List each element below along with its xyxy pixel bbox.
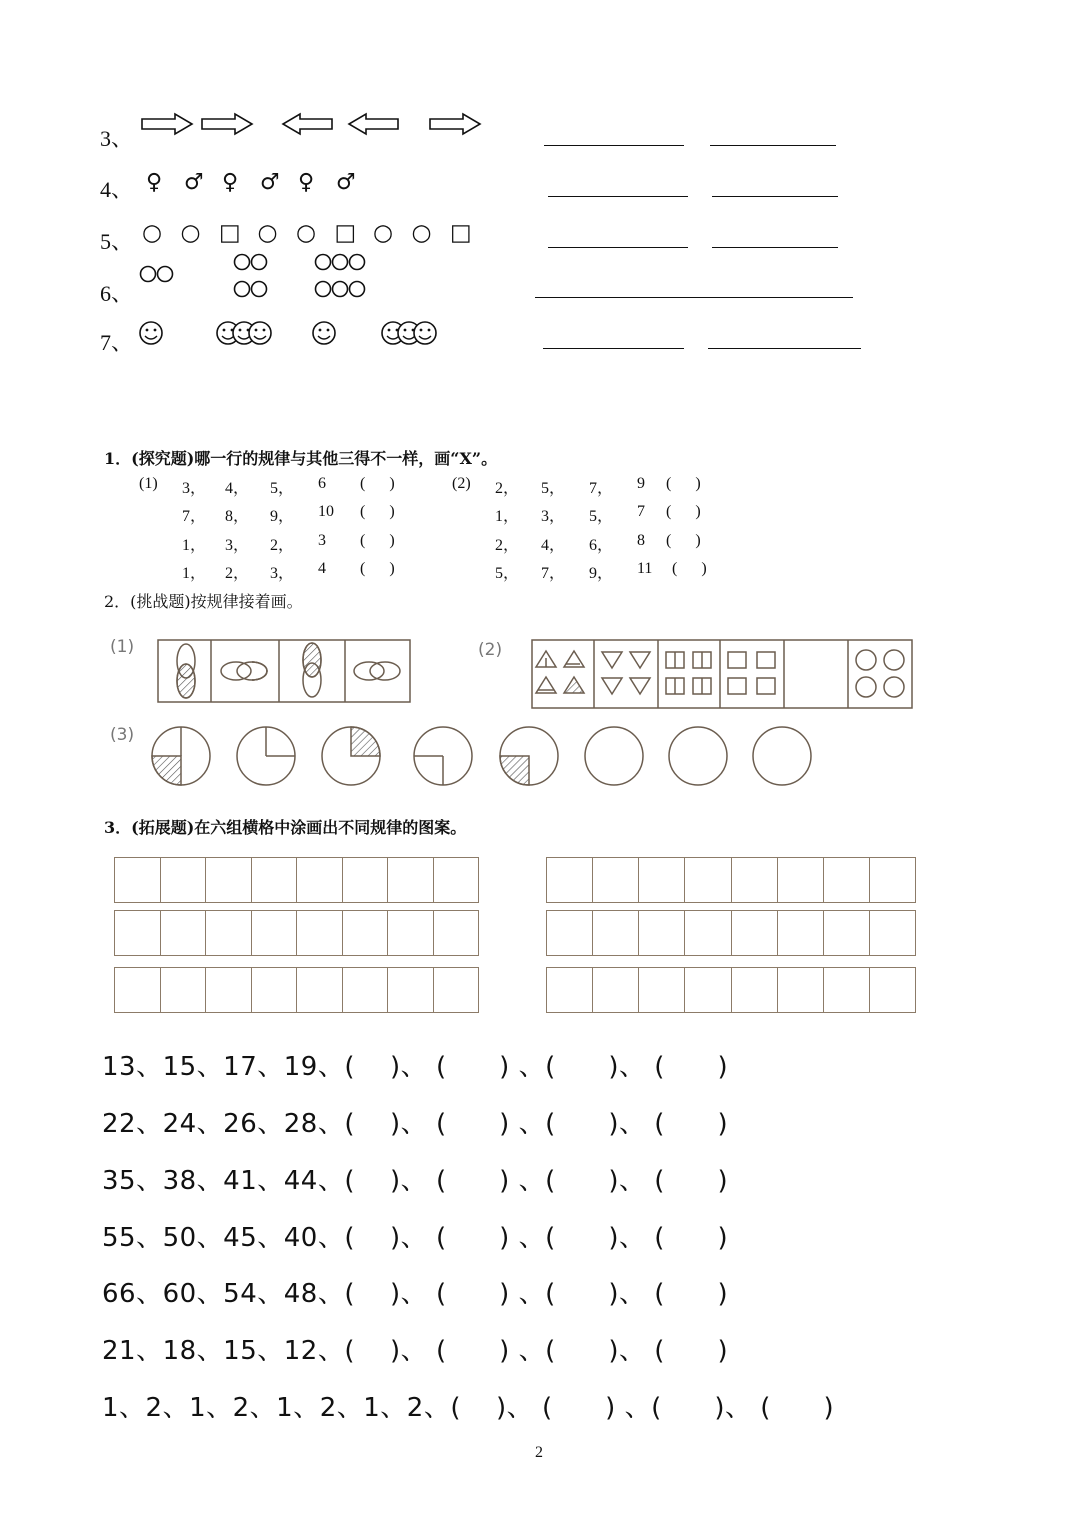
circle-icon: ○ (180, 220, 201, 246)
shape-row (142, 220, 489, 246)
square-icon: □ (219, 220, 241, 246)
drawing-grid-cell[interactable] (870, 911, 915, 955)
drawing-grid-cell[interactable] (206, 911, 252, 955)
drawing-grid-row (546, 967, 916, 1013)
drawing-grid-cell[interactable] (343, 911, 389, 955)
drawing-grid-cell[interactable] (115, 858, 161, 902)
drawing-grid-cell[interactable] (593, 968, 639, 1012)
female-symbol-icon: ♀ (146, 170, 163, 195)
drawing-grid-cell[interactable] (870, 968, 915, 1012)
small-circle-icon (350, 282, 365, 297)
sequence-value: 7， (541, 565, 566, 582)
drawing-grid-cell[interactable] (252, 858, 298, 902)
male-symbol-icon: ♂ (336, 170, 356, 195)
number-sequence[interactable]: 35、38、41、44、( )、 ( ) 、( )、 ( ) (102, 1166, 729, 1196)
answer-blank[interactable] (708, 348, 861, 349)
drawing-grid-cell[interactable] (388, 911, 434, 955)
pattern-4-label: 4、 (100, 177, 134, 202)
circle-icon (884, 677, 904, 697)
sequence-value: 9， (270, 508, 295, 525)
drawing-grid-cell[interactable] (297, 911, 343, 955)
drawing-grid-cell[interactable] (252, 968, 298, 1012)
drawing-grid-cell[interactable] (732, 858, 778, 902)
pattern-3-label: 3、 (100, 126, 134, 151)
drawing-grid-cell[interactable] (639, 968, 685, 1012)
sequence-value: 2， (495, 480, 520, 497)
female-symbol-icon: ♀ (298, 170, 315, 195)
smiley-icon (249, 322, 271, 344)
answer-paren[interactable]: ( ) (360, 532, 395, 549)
drawing-grid-cell[interactable] (206, 968, 252, 1012)
sequence-value: 3， (270, 565, 295, 582)
drawing-grid-cell[interactable] (639, 858, 685, 902)
number-sequence[interactable]: 13、15、17、19、( )、 ( ) 、( )、 ( ) (102, 1052, 729, 1082)
oval-pattern-figure (156, 638, 416, 708)
drawing-grid-cell[interactable] (732, 911, 778, 955)
triangle-icon (564, 677, 584, 693)
circle-icon: ○ (296, 220, 317, 246)
square-icon (728, 652, 746, 668)
sequence-value: 4 (318, 560, 326, 577)
sequence-value: 5， (541, 480, 566, 497)
sequence-value: 2， (495, 537, 520, 554)
sequence-value: 9， (589, 565, 614, 582)
answer-paren[interactable]: ( ) (666, 532, 701, 549)
answer-blank[interactable] (543, 348, 684, 349)
drawing-grid-cell[interactable] (685, 911, 731, 955)
drawing-grid-cell[interactable] (343, 858, 389, 902)
drawing-grid-cell[interactable] (343, 968, 389, 1012)
sequence-value: 3， (182, 480, 207, 497)
drawing-grid-cell[interactable] (593, 858, 639, 902)
small-circle-icon (316, 282, 331, 297)
sequence-value: 7， (182, 508, 207, 525)
arrow-row (140, 110, 500, 140)
small-circle-icon (141, 267, 156, 282)
drawing-grid-cell[interactable] (778, 858, 824, 902)
drawing-grid-cell[interactable] (115, 968, 161, 1012)
female-symbol-icon: ♀ (222, 170, 239, 195)
sequence-value: 4， (225, 480, 250, 497)
drawing-grid-row (546, 910, 916, 956)
right-arrow-icon (142, 114, 192, 134)
inverted-triangle-icon (630, 678, 650, 694)
smiley-icon (313, 322, 335, 344)
number-sequence[interactable]: 1、2、1、2、1、2、1、2、( )、 ( ) 、( )、 ( ) (102, 1393, 835, 1423)
drawing-grid-cell[interactable] (434, 858, 479, 902)
pattern-5-label: 5、 (100, 229, 134, 254)
number-sequence[interactable]: 22、24、26、28、( )、 ( ) 、( )、 ( ) (102, 1109, 729, 1139)
drawing-grid-cell[interactable] (297, 858, 343, 902)
sequence-value: 8 (637, 532, 645, 549)
drawing-grid-row (546, 857, 916, 903)
drawing-grid-cell[interactable] (547, 911, 593, 955)
sequence-value: 5， (589, 508, 614, 525)
sequence-value: 2， (270, 537, 295, 554)
sequence-value: 10 (318, 503, 334, 520)
question-2-title: 2．(挑战题)按规律接着画。 (104, 592, 303, 611)
figure-1-label: (1) (110, 637, 135, 657)
shape-pattern-figure (530, 636, 920, 716)
drawing-grid-row (114, 857, 479, 903)
question-1-title: 1．(探究题)哪一行的规律与其他三得不一样，画“X”。 (104, 449, 498, 468)
drawing-grid-cell[interactable] (434, 968, 479, 1012)
small-circle-icon (333, 282, 348, 297)
square-icon (757, 678, 775, 694)
sequence-value: 1， (182, 565, 207, 582)
sequence-value: 5， (270, 480, 295, 497)
gender-symbol-row (146, 170, 374, 195)
circle-icon (884, 650, 904, 670)
circle-icon: ○ (411, 220, 432, 246)
drawing-grid-cell[interactable] (685, 968, 731, 1012)
drawing-grid-cell[interactable] (252, 911, 298, 955)
part-1-label: (1) (139, 475, 158, 492)
sequence-value: 8， (225, 508, 250, 525)
number-sequence[interactable]: 66、60、54、48、( )、 ( ) 、( )、 ( ) (102, 1279, 729, 1309)
inverted-triangle-icon (602, 652, 622, 668)
sequence-value: 9 (637, 475, 645, 492)
drawing-grid-cell[interactable] (115, 911, 161, 955)
sequence-value: 6 (318, 475, 326, 492)
answer-paren[interactable]: ( ) (672, 560, 707, 577)
drawing-grid-cell[interactable] (639, 911, 685, 955)
answer-blank[interactable] (712, 196, 838, 197)
figure-2-label: (2) (478, 640, 503, 660)
part-2-label: (2) (452, 475, 471, 492)
drawing-grid-cell[interactable] (206, 858, 252, 902)
drawing-grid-cell[interactable] (161, 968, 207, 1012)
left-arrow-icon (283, 114, 332, 134)
drawing-grid-cell[interactable] (824, 911, 870, 955)
drawing-grid-cell[interactable] (388, 858, 434, 902)
answer-blank[interactable] (548, 247, 688, 248)
question-3-title: 3．(拓展题)在六组横格中涂画出不同规律的图案。 (104, 818, 467, 837)
circle-icon: ○ (142, 220, 163, 246)
smiley-icon (414, 322, 436, 344)
sequence-value: 7 (637, 503, 645, 520)
drawing-grid-cell[interactable] (388, 968, 434, 1012)
sequence-value: 4， (541, 537, 566, 554)
drawing-grid-row (114, 967, 479, 1013)
drawing-grid-cell[interactable] (824, 968, 870, 1012)
sequence-value: 11 (637, 560, 653, 577)
male-symbol-icon: ♂ (260, 170, 280, 195)
circle-icon (856, 650, 876, 670)
drawing-grid-cell[interactable] (732, 968, 778, 1012)
inverted-triangle-icon (630, 652, 650, 668)
answer-blank[interactable] (710, 145, 836, 146)
drawing-grid-cell[interactable] (434, 911, 479, 955)
drawing-grid-cell[interactable] (297, 968, 343, 1012)
right-arrow-icon (202, 114, 252, 134)
answer-paren[interactable]: ( ) (360, 475, 395, 492)
sequence-value: 1， (182, 537, 207, 554)
answer-blank[interactable] (535, 297, 853, 298)
drawing-grid-cell[interactable] (161, 858, 207, 902)
drawing-grid-cell[interactable] (778, 968, 824, 1012)
circle-quadrant-figure (150, 726, 870, 796)
small-circle-icon (316, 255, 331, 270)
drawing-grid-cell[interactable] (547, 858, 593, 902)
pattern-6-label: 6、 (100, 281, 134, 306)
sequence-value: 7， (589, 480, 614, 497)
small-circle-icon (235, 282, 250, 297)
small-circle-icon (158, 267, 173, 282)
figure-3-label: (3) (110, 725, 135, 745)
small-circle-icon (333, 255, 348, 270)
pattern-7-label: 7、 (100, 330, 134, 355)
circle-icon (856, 677, 876, 697)
smiley-row (136, 315, 456, 355)
drawing-grid-cell[interactable] (778, 911, 824, 955)
inverted-triangle-icon (602, 678, 622, 694)
drawing-grid-cell[interactable] (547, 968, 593, 1012)
square-icon: □ (450, 220, 472, 246)
number-sequence[interactable]: 21、18、15、12、( )、 ( ) 、( )、 ( ) (102, 1336, 729, 1366)
answer-paren[interactable]: ( ) (360, 503, 395, 520)
drawing-grid-cell[interactable] (161, 911, 207, 955)
answer-blank[interactable] (548, 196, 688, 197)
left-arrow-icon (349, 114, 398, 134)
answer-blank[interactable] (712, 247, 838, 248)
answer-blank[interactable] (544, 145, 684, 146)
drawing-grid-cell[interactable] (685, 858, 731, 902)
sequence-value: 2， (225, 565, 250, 582)
square-icon (728, 678, 746, 694)
drawing-grid-row (114, 910, 479, 956)
sequence-value: 5， (495, 565, 520, 582)
drawing-grid-cell[interactable] (824, 858, 870, 902)
answer-paren[interactable]: ( ) (360, 560, 395, 577)
smiley-icon (140, 322, 162, 344)
circle-groups (138, 252, 378, 302)
answer-paren[interactable]: ( ) (666, 475, 701, 492)
small-circle-icon (252, 282, 267, 297)
small-circle-icon (235, 255, 250, 270)
sequence-value: 3， (225, 537, 250, 554)
right-arrow-icon (430, 114, 480, 134)
sequence-value: 6， (589, 537, 614, 554)
circle-icon: ○ (257, 220, 278, 246)
square-icon (757, 652, 775, 668)
drawing-grid-cell[interactable] (870, 858, 915, 902)
drawing-grid-cell[interactable] (593, 911, 639, 955)
page-number: 2 (535, 1444, 543, 1461)
sequence-value: 3， (541, 508, 566, 525)
sequence-value: 1， (495, 508, 520, 525)
square-icon: □ (334, 220, 357, 246)
small-circle-icon (252, 255, 267, 270)
sequence-value: 3 (318, 532, 326, 549)
male-symbol-icon: ♂ (184, 170, 204, 195)
small-circle-icon (350, 255, 365, 270)
number-sequence[interactable]: 55、50、45、40、( )、 ( ) 、( )、 ( ) (102, 1223, 729, 1253)
circle-icon: ○ (373, 220, 394, 246)
answer-paren[interactable]: ( ) (666, 503, 701, 520)
